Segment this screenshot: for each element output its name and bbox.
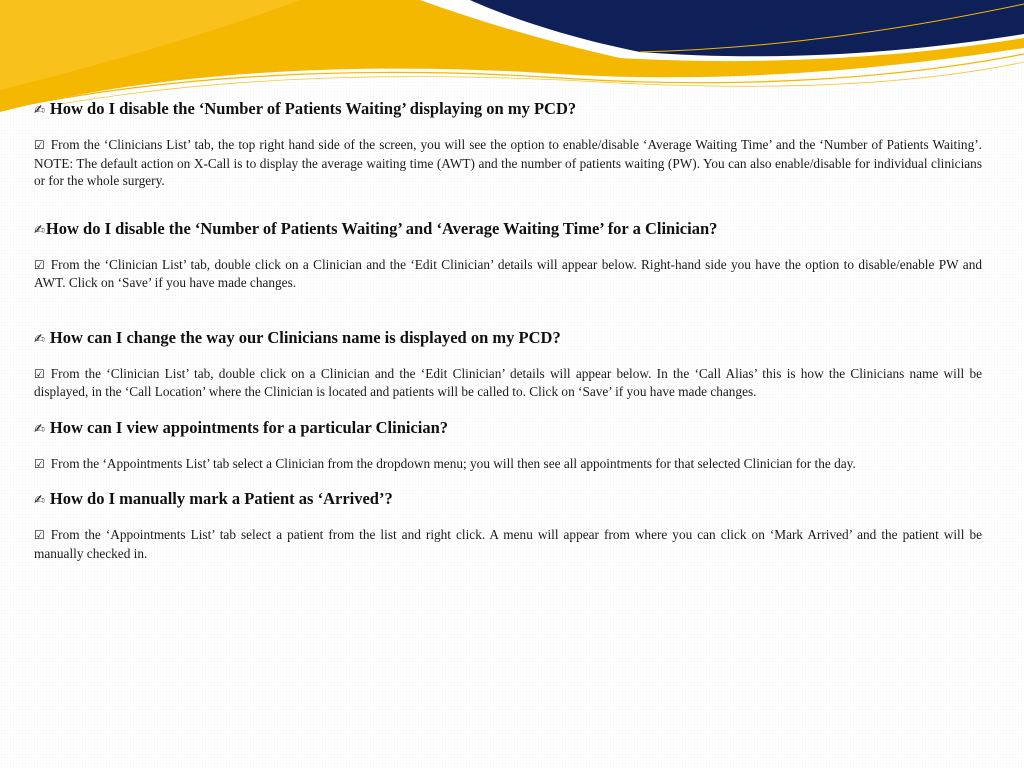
writing-hand-icon: ✍ [34,421,45,437]
faq-item [34,218,982,292]
writing-hand-icon: ✍ [34,103,45,118]
faq-question [34,218,982,242]
faq-question [34,98,982,122]
faq-answer [34,256,982,292]
faq-question-text: How can I view appointments for a particular Clinician? [49,417,449,437]
faq-answer-text: From the ‘Clinician List’ tab, double click on a Clinician and the ‘Edit Clinician’ details will appear below. In the ‘Call Alias’ this is how the Clinicians name will be displayed, in the ‘Call Location’ where the Clinician is located and patients will be called to. Click on ‘Save’ if you have made changes. [34,365,982,399]
faq-question-text: How do I disable the ‘Number of Patients Waiting’ displaying on my PCD? [49,99,577,118]
faq-item [34,98,982,190]
faq-question-text: How do I disable the ‘Number of Patients Waiting’ and ‘Average Waiting Time’ for a Clinician? [45,218,718,238]
faq-answer-text: From the ‘Appointments List’ tab select a patient from the list and right click. A menu will appear from where you can click on ‘Mark Arrived’ and the patient will be manually checked in. [34,527,982,561]
faq-answer [34,365,982,401]
faq-question [34,327,982,351]
writing-hand-icon: ✍ [34,493,45,508]
faq-answer-text: From the ‘Clinician List’ tab, double click on a Clinician and the ‘Edit Clinician’ details will appear below. Right-hand side you have the option to disable/enable PW and AWT. Click on ‘Save’ if you have made changes. [34,256,982,290]
faq-answer-text: From the ‘Appointments List’ tab select a Clinician from the dropdown menu; you will then see all appointments for that selected Clinician for the day. [50,455,856,471]
faq-answer [34,526,982,562]
checkbox-icon: ☑ [34,138,45,152]
faq-item [34,488,982,562]
faq-question [34,417,982,441]
checkbox-icon: ☑ [34,456,45,471]
faq-answer-text: From the ‘Clinicians List’ tab, the top right hand side of the screen, you will see the option to enable/disable ‘Average Waiting Time’ and the ‘Number of Patients Waiting’. NOTE: The default action on X-Call is to display the average waiting time (AWT) and the number of patients waiting (PW). You can also enable/disable for individual clinicians or for the whole surgery. [34,137,982,188]
faq-question [34,488,982,512]
faq-question-text: How can I change the way our Clinicians name is displayed on my PCD? [49,327,561,347]
faq-question-text: How do I manually mark a Patient as ‘Arrived’? [49,489,393,508]
checkbox-icon: ☑ [34,528,45,542]
checkbox-icon: ☑ [34,257,45,272]
checkbox-icon: ☑ [34,366,45,381]
faq-answer [34,136,982,190]
faq-item [34,327,982,401]
faq-list [34,98,982,562]
faq-answer [34,455,982,474]
writing-hand-icon: ✍ [34,331,45,347]
writing-hand-icon: ✍ [34,222,45,238]
faq-item [34,417,982,474]
